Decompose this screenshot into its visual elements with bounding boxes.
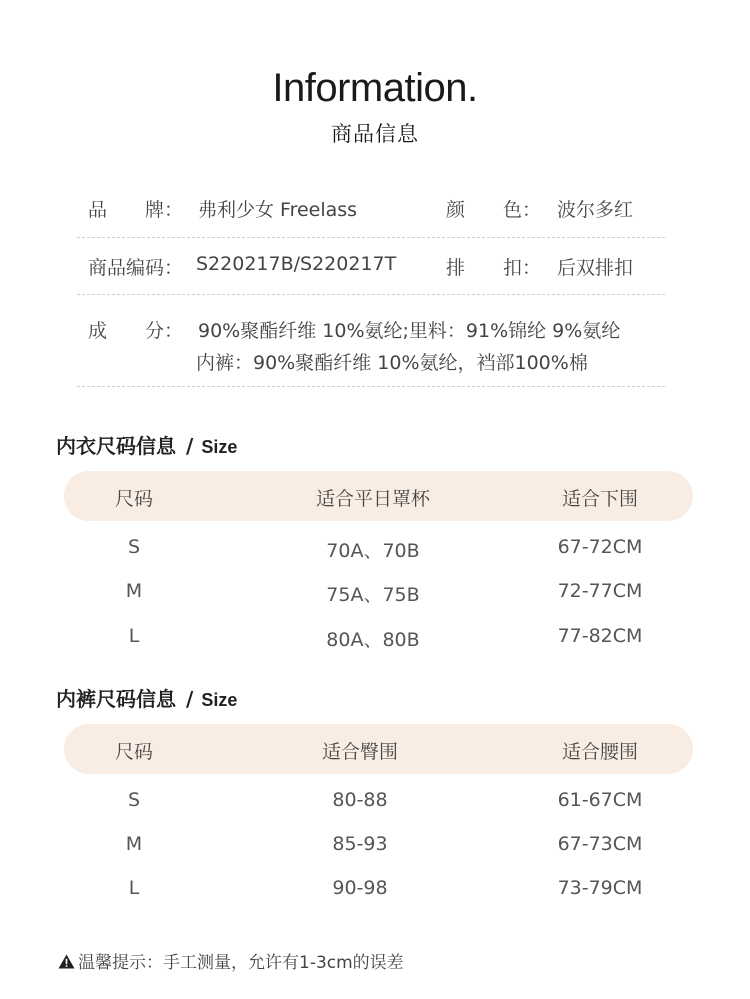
bra-size-title-en: Size bbox=[201, 437, 238, 457]
note-text: 温馨提示：手工测量，允许有1-3cm的误差 bbox=[78, 953, 404, 973]
bra-cup-cell: 80A、80B bbox=[326, 629, 420, 651]
color-label: 颜 色： bbox=[446, 199, 542, 221]
brief-waist-cell: 67-73CM bbox=[557, 833, 643, 855]
brief-size-cell: L bbox=[128, 877, 140, 899]
bra-size-cell: M bbox=[125, 580, 143, 602]
color-value: 波尔多红 bbox=[557, 199, 634, 221]
composition-line1: 90%聚酯纤维 10%氨纶;里料：91%锦纶 9%氨纶 bbox=[198, 320, 621, 342]
title-slash: / bbox=[186, 434, 194, 458]
divider bbox=[77, 294, 665, 295]
brief-size-title-cn: 内裤尺码信息 bbox=[56, 687, 176, 711]
divider bbox=[77, 237, 665, 238]
bra-underbust-cell: 77-82CM bbox=[557, 625, 643, 647]
bra-underbust-cell: 72-77CM bbox=[557, 580, 643, 602]
bra-cup-cell: 75A、75B bbox=[326, 584, 420, 606]
brief-size-title bbox=[56, 683, 237, 712]
page-title-en: Information. bbox=[272, 66, 478, 110]
composition-label: 成 分： bbox=[88, 320, 184, 342]
brief-header-waist: 适合腰围 bbox=[561, 741, 638, 763]
brief-hip-cell: 90-98 bbox=[332, 877, 388, 899]
brief-size-cell: S bbox=[127, 789, 141, 811]
brief-hip-cell: 85-93 bbox=[332, 833, 388, 855]
code-label: 商品编码： bbox=[88, 257, 184, 279]
measurement-note bbox=[58, 948, 404, 973]
code-value: S220217B/S220217T bbox=[196, 253, 397, 275]
brief-size-cell: M bbox=[125, 833, 143, 855]
bra-size-cell: L bbox=[128, 625, 140, 647]
bra-header-size: 尺码 bbox=[114, 488, 153, 510]
title-slash: / bbox=[186, 687, 194, 711]
brief-hip-cell: 80-88 bbox=[332, 789, 388, 811]
brief-waist-cell: 73-79CM bbox=[557, 877, 643, 899]
brief-header-size: 尺码 bbox=[114, 741, 153, 763]
buckle-label: 排 扣： bbox=[446, 257, 542, 279]
brand-label: 品 牌： bbox=[88, 199, 184, 221]
composition-line2: 内裤：90%聚酯纤维 10%氨纶，裆部100%棉 bbox=[196, 352, 588, 374]
brief-size-title-en: Size bbox=[201, 690, 238, 710]
buckle-value: 后双排扣 bbox=[557, 257, 634, 279]
page-title-cn: 商品信息 bbox=[331, 122, 419, 146]
bra-underbust-cell: 67-72CM bbox=[557, 536, 643, 558]
bra-size-cell: S bbox=[127, 536, 141, 558]
brand-value: 弗利少女 Freelass bbox=[198, 199, 358, 221]
brief-waist-cell: 61-67CM bbox=[557, 789, 643, 811]
bra-header-underbust: 适合下围 bbox=[561, 488, 638, 510]
bra-cup-cell: 70A、70B bbox=[326, 540, 420, 562]
bra-size-title bbox=[56, 430, 237, 459]
warning-icon bbox=[58, 953, 76, 972]
bra-header-cup: 适合平日罩杯 bbox=[315, 488, 430, 510]
divider bbox=[77, 386, 665, 387]
brief-header-hip: 适合臀围 bbox=[321, 741, 398, 763]
bra-size-title-cn: 内衣尺码信息 bbox=[56, 434, 176, 458]
